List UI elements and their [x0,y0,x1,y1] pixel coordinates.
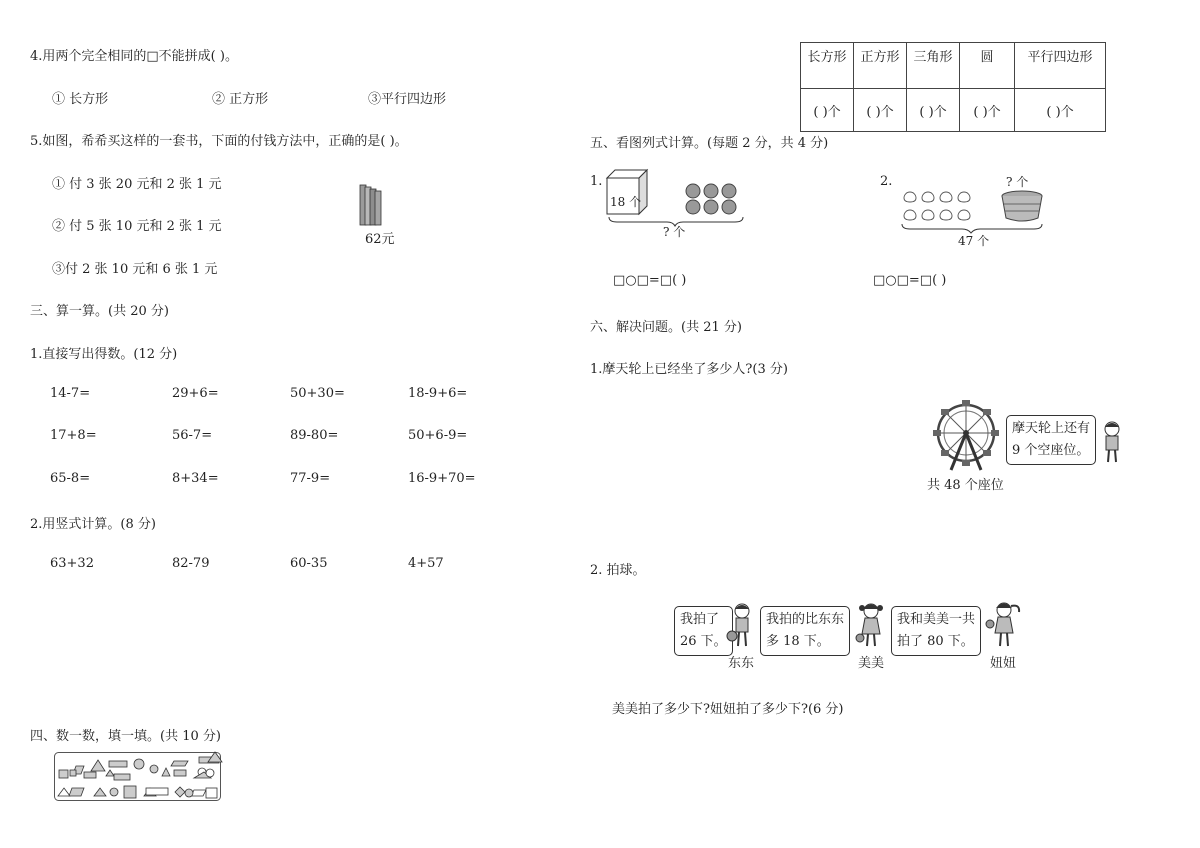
dongdong-figure [726,602,754,650]
bubble-line: 26 下。 [680,634,727,649]
formula-blank[interactable]: □○□=□( ) [873,273,947,288]
calc-item: 89-80= [290,428,339,443]
q5-option-3: ③付 2 张 10 元和 6 张 1 元 [52,262,218,277]
ferris-wheel-image [931,400,1001,472]
table-header: 圆 [960,43,1015,89]
section3-title: 三、算一算。(共 20 分) [30,304,169,319]
q4-stem: 4.用两个完全相同的□不能拼成( )。 [30,49,238,64]
q4-option-3: ③平行四边形 [368,92,447,107]
shape-count-table [800,42,1106,132]
speech-bubble [891,606,981,656]
vertical-calc-item: 82-79 [172,556,210,571]
basket-label: ? 个 [1006,175,1029,189]
niuniu-figure [986,600,1022,650]
section6-q1-stem: 1.摩天轮上已经坐了多少人?(3 分) [590,362,788,377]
vertical-calc-item: 60-35 [290,556,328,571]
calc-item: 65-8= [50,471,91,486]
total-label: 47 个 [958,234,990,248]
section3-part1-title: 1.直接写出得数。(12 分) [30,347,178,362]
speech-bubble [674,606,733,656]
total-label: ? 个 [663,225,686,239]
calc-item: 56-7= [172,428,213,443]
bubble-line: 9 个空座位。 [1012,443,1090,458]
shapes-figure [54,752,222,802]
books-price: 62元 [365,232,395,247]
bubble-line: 拍了 80 下。 [897,634,974,649]
vertical-calc-item: 63+32 [50,556,94,571]
bubble-line: 我和美美一共 [897,612,976,627]
bubble-line: 摩天轮上还有 [1012,421,1091,436]
vertical-calc-item: 4+57 [408,556,444,571]
table-header: 平行四边形 [1015,43,1106,89]
calc-item: 16-9+70= [408,471,476,486]
speech-bubble [1006,415,1096,465]
table-cell[interactable]: ( )个 [854,89,907,132]
calc-item: 18-9+6= [408,386,468,401]
speech-bubble [760,606,850,656]
ferris-wheel-caption: 共 48 个座位 [927,478,1004,493]
section5-q1-number: 1. [590,174,603,189]
q5-option-1: ① 付 3 张 20 元和 2 张 1 元 [52,177,222,192]
bubble-line: 我拍了 [680,612,720,627]
section4-title: 四、数一数，填一填。(共 10 分) [30,729,221,744]
books-image [360,183,384,227]
q5-stem: 5.如图，希希买这样的一套书，下面的付钱方法中，正确的是( )。 [30,134,408,149]
calc-item: 17+8= [50,428,97,443]
section3-part2-title: 2.用竖式计算。(8 分) [30,517,156,532]
section5-title: 五、看图列式计算。(每题 2 分，共 4 分) [590,136,829,151]
table-cell[interactable]: ( )个 [801,89,854,132]
table-header: 正方形 [854,43,907,89]
section6-q2-stem: 2. 拍球。 [590,563,646,578]
table-header: 三角形 [907,43,960,89]
boy-figure [1101,420,1123,464]
q4-option-1: ① 长方形 [52,92,109,107]
name-label: 妞妞 [990,656,1017,671]
calc-item: 77-9= [290,471,331,486]
calc-item: 14-7= [50,386,91,401]
calc-item: 50+6-9= [408,428,468,443]
table-header: 长方形 [801,43,854,89]
name-label: 东东 [728,656,755,671]
meimei-figure [857,602,885,650]
calc-item: 29+6= [172,386,219,401]
q5-option-2: ② 付 5 张 10 元和 2 张 1 元 [52,219,222,234]
table-cell[interactable]: ( )个 [907,89,960,132]
peaches-and-basket-figure [900,186,1045,236]
bubble-line: 我拍的比东东 [766,612,845,627]
table-cell[interactable]: ( )个 [960,89,1015,132]
section6-title: 六、解决问题。(共 21 分) [590,320,742,335]
section5-q2-number: 2. [880,174,893,189]
bubble-line: 多 18 下。 [766,634,830,649]
q4-option-2: ② 正方形 [212,92,269,107]
name-label: 美美 [858,656,885,671]
calc-item: 50+30= [290,386,345,401]
section6-q2-question: 美美拍了多少下?妞妞拍了多少下?(6 分) [612,702,844,717]
box-label: 18 个 [610,195,642,209]
formula-blank[interactable]: □○□=□( ) [613,273,687,288]
calc-item: 8+34= [172,471,219,486]
table-cell[interactable]: ( )个 [1015,89,1106,132]
